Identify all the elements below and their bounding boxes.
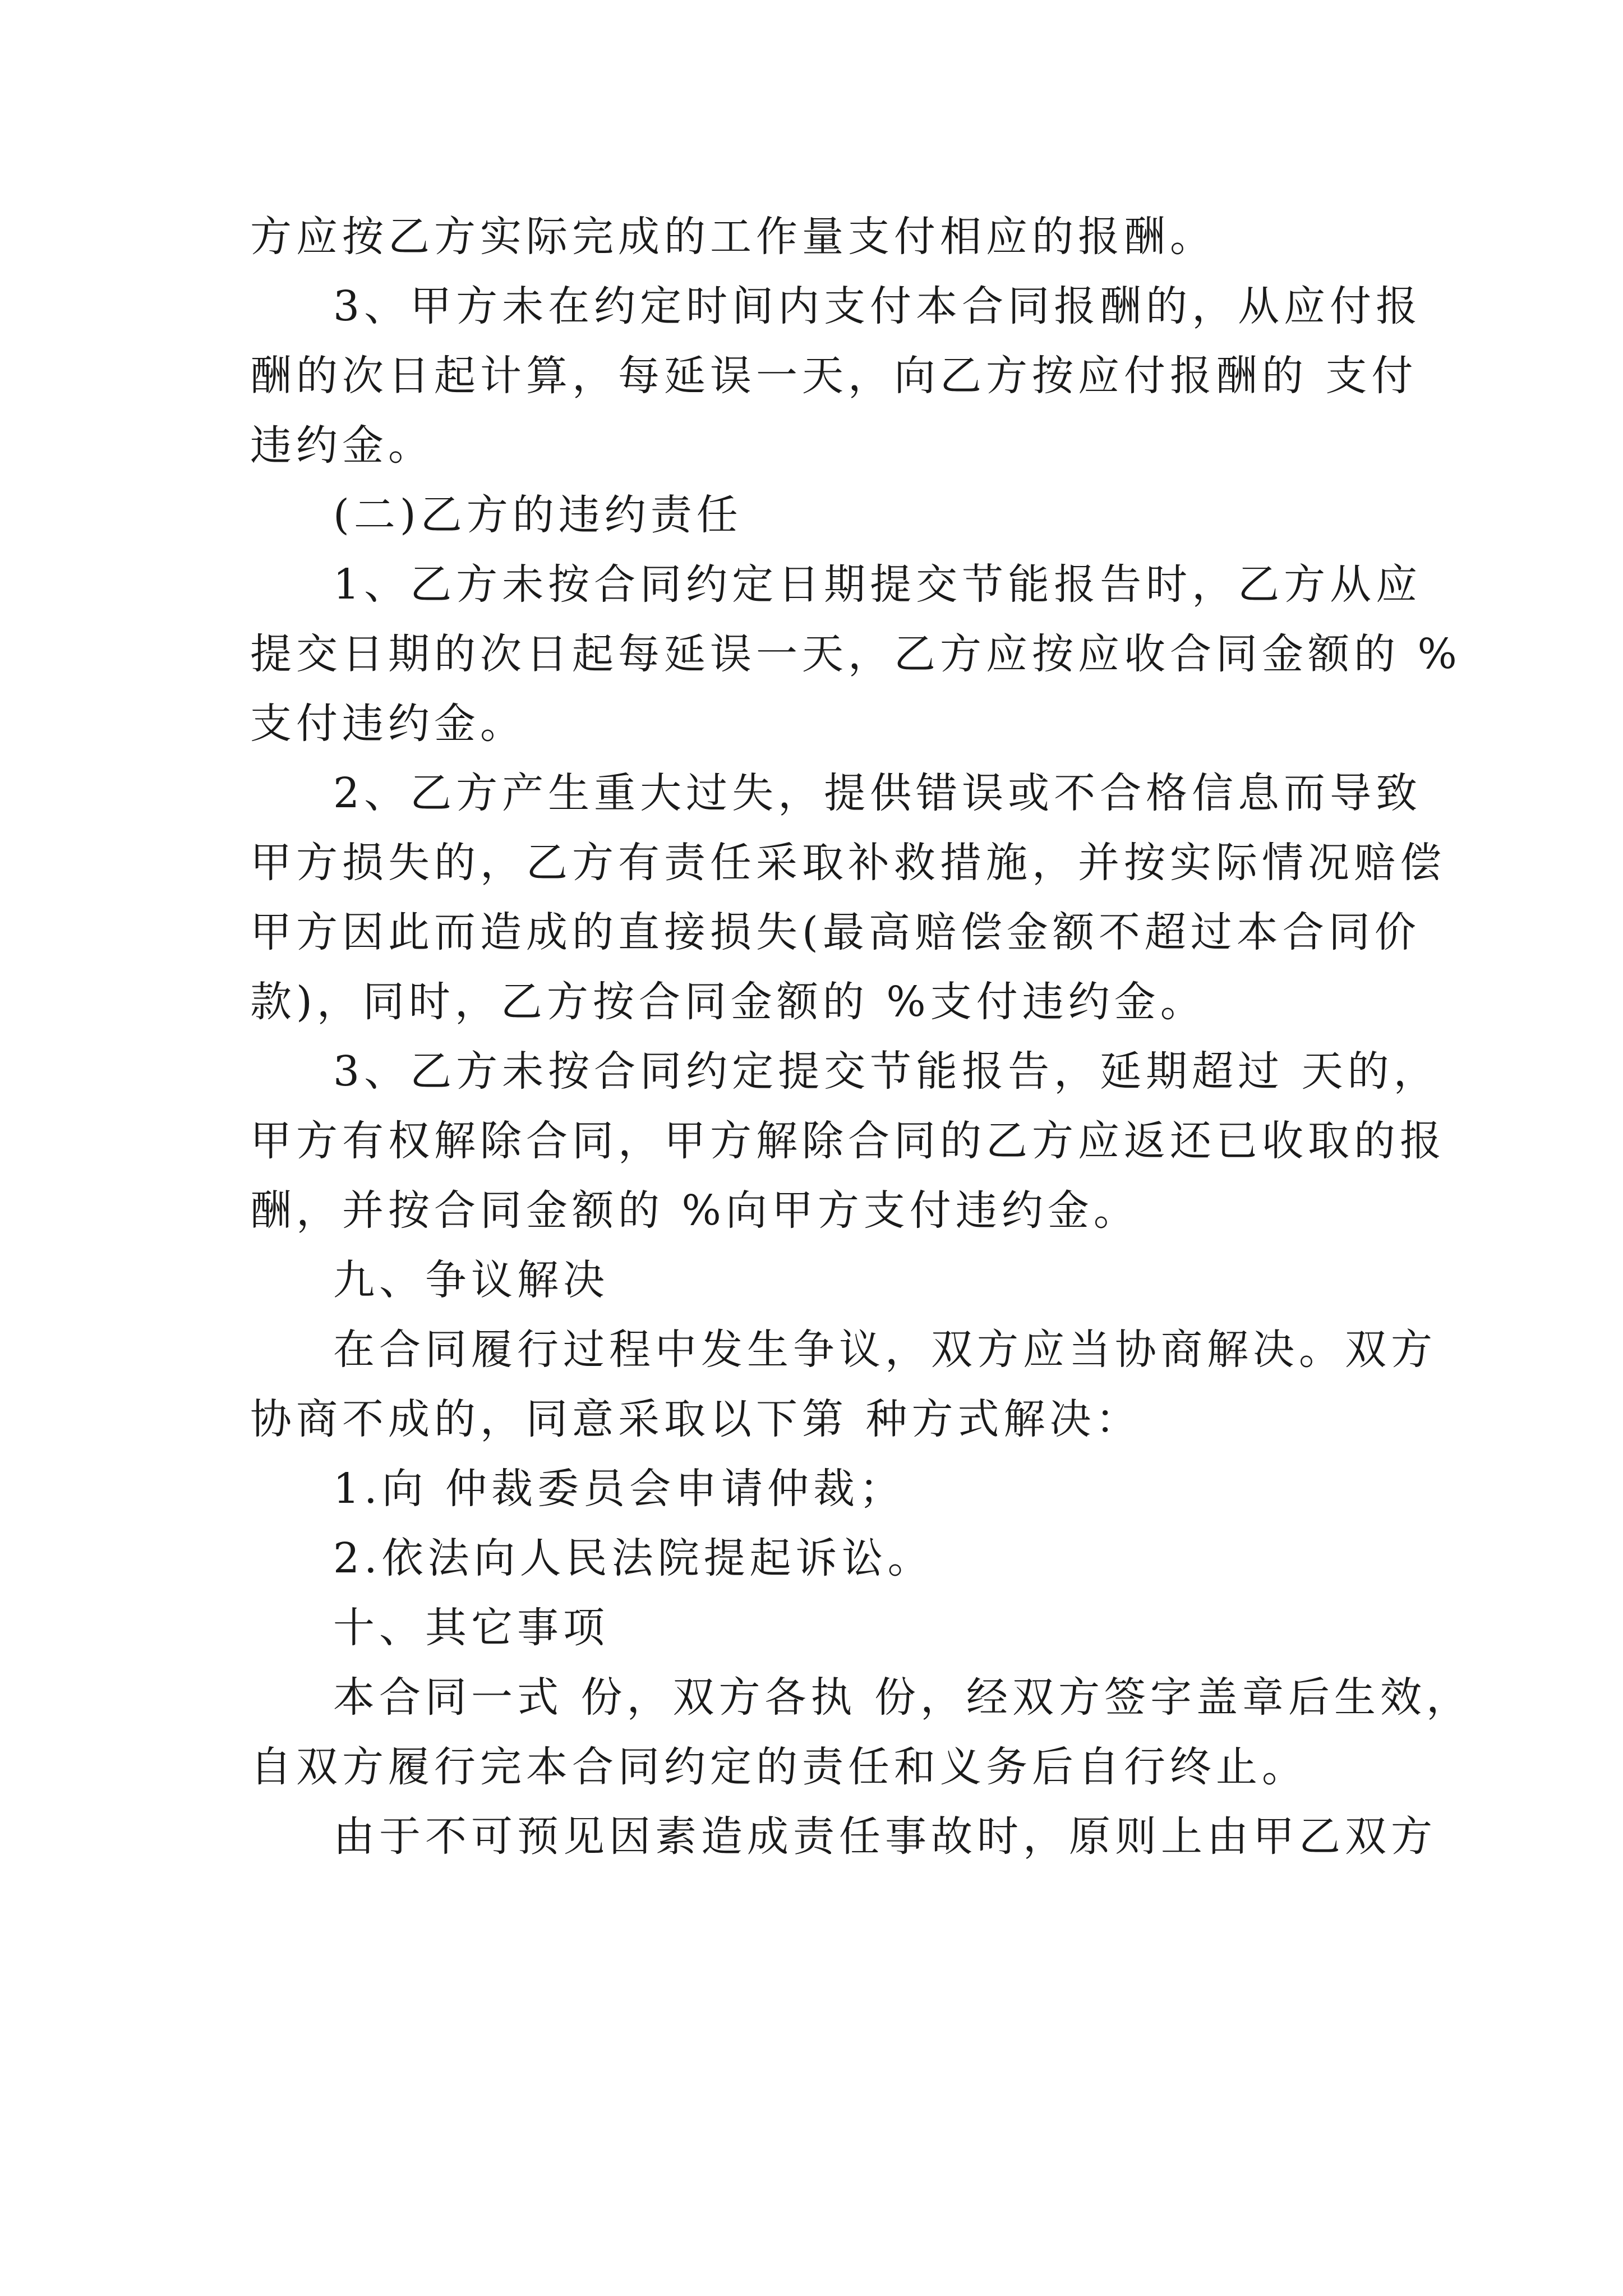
text-line: 支付违约金。 — [250, 700, 526, 748]
text-line: 在合同履行过程中发生争议，双方应当协商解决。双方 — [333, 1326, 1437, 1374]
section-heading: (二)乙方的违约责任 — [333, 491, 743, 539]
text-line: 甲方损失的，乙方有责任采取补救措施，并按实际情况赔偿 — [250, 839, 1446, 887]
list-item: 1.向 仲裁委员会申请仲裁； — [333, 1465, 906, 1513]
section-heading: 九、争议解决 — [333, 1256, 609, 1304]
text-line: 本合同一式 份，双方各执 份，经双方签字盖章后生效， — [333, 1673, 1473, 1722]
text-line: 自双方履行完本合同约定的责任和义务后自行终止。 — [250, 1743, 1308, 1791]
text-line: 协商不成的，同意采取以下第 种方式解决： — [250, 1395, 1142, 1443]
text-line: 款)，同时，乙方按合同金额的 %支付违约金。 — [250, 978, 1206, 1026]
section-heading: 十、其它事项 — [333, 1604, 609, 1652]
text-line: 甲方有权解除合同，甲方解除合同的乙方应返还已收取的报 — [250, 1117, 1446, 1165]
text-line: 3、甲方未在约定时间内支付本合同报酬的，从应付报 — [333, 282, 1422, 330]
text-line: 酬的次日起计算，每延误一天，向乙方按应付报酬的 支付 — [250, 352, 1418, 400]
text-line: 1、乙方未按合同约定日期提交节能报告时，乙方从应 — [333, 560, 1422, 609]
text-line: 3、乙方未按合同约定提交节能报告，延期超过 天的， — [333, 1047, 1440, 1096]
text-line: 由于不可预见因素造成责任事故时，原则上由甲乙双方 — [333, 1812, 1437, 1861]
text-line: 酬，并按合同金额的 %向甲方支付违约金。 — [250, 1186, 1140, 1235]
text-line: 甲方因此而造成的直接损失(最高赔偿金额不超过本合同价 — [250, 908, 1421, 956]
text-line: 2、乙方产生重大过失，提供错误或不合格信息而导致 — [333, 769, 1422, 817]
text-line: 违约金。 — [250, 421, 434, 470]
list-item: 2.依法向人民法院提起诉讼。 — [333, 1534, 934, 1582]
document-body — [250, 202, 1473, 1871]
text-line: 提交日期的次日起每延误一天，乙方应按应收合同金额的 % — [250, 630, 1461, 678]
text-line: 方应按乙方实际完成的工作量支付相应的报酬。 — [250, 213, 1216, 261]
